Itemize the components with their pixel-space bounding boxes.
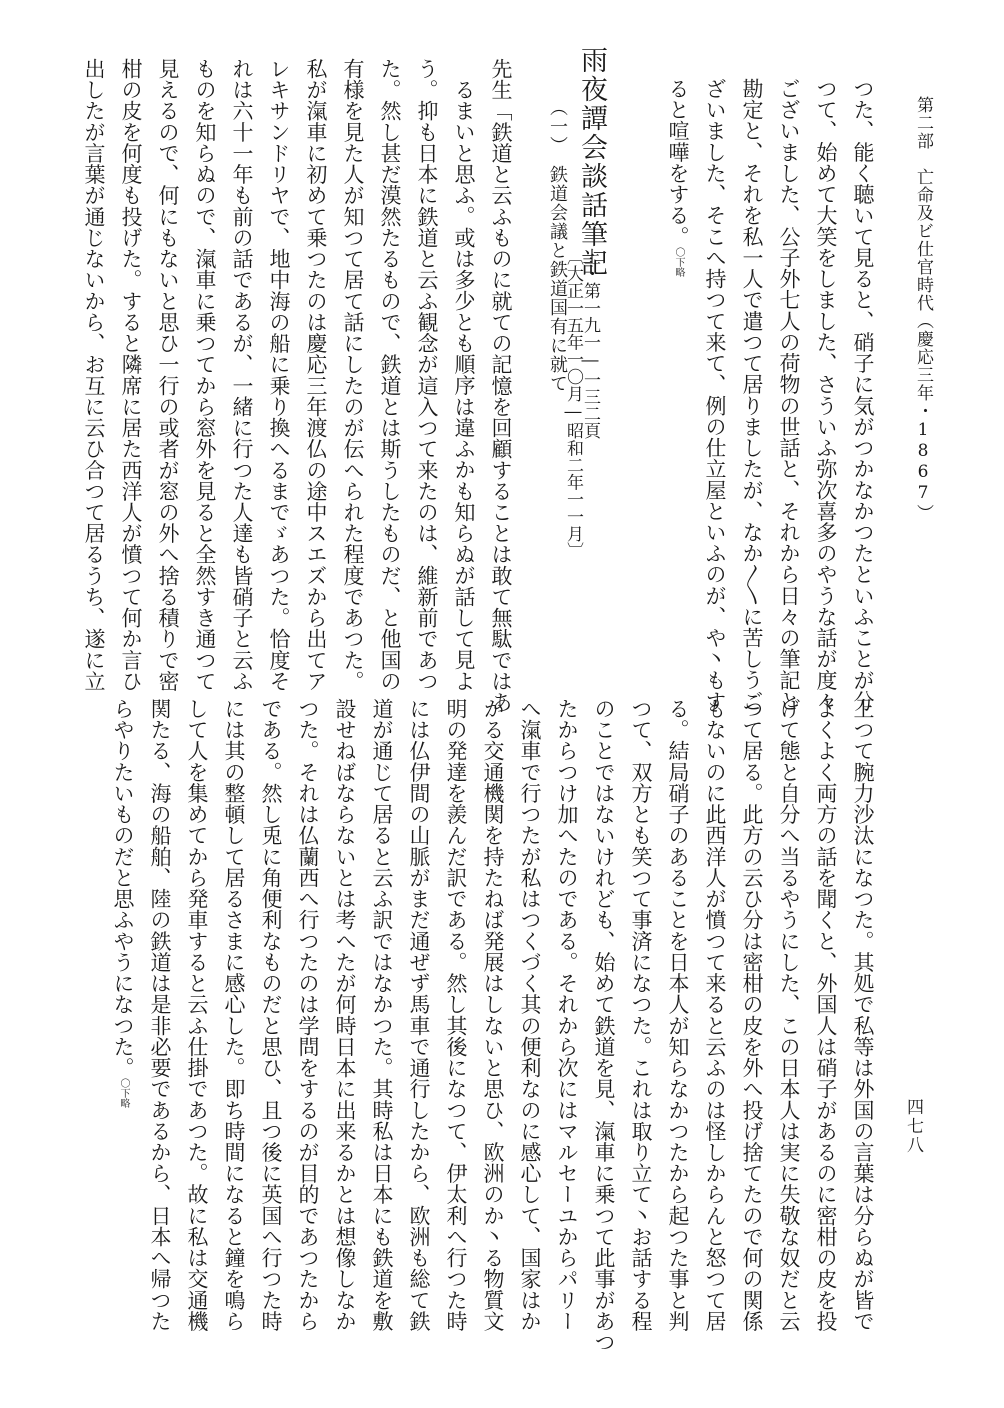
body-line-1: 先生「鉄道と云ふものに就ての記憶を回顧することは敢て無駄ではあ bbox=[489, 58, 513, 713]
body-bottom-line-15: 設せねばならないとは考へたが何時日本に出来るかとは想像しなか bbox=[333, 698, 357, 1332]
body-bottom-line-20: 関たる、海の船舶、陸の鉄道は是非必要であるから、日本へ帰つた bbox=[148, 698, 172, 1332]
citation-volume: 上・第一九一―一三二頁 bbox=[580, 248, 600, 440]
body-bottom-line-2: よくよく両方の話を聞くと、外国人は硝子があるのに密柑の皮を投 bbox=[814, 698, 838, 1332]
body-bottom-line-5: もないのに此西洋人が憤つて来ると云ふのは怪しからんと怒つて居 bbox=[703, 698, 727, 1332]
body-line-5: 有様を見た人が知つて居て話にしたのが伝へられた程度であつた。 bbox=[341, 58, 365, 692]
body-line-11: 柑の皮を何度も投げた。すると隣席に居た西洋人が憤つて何か言ひ bbox=[119, 58, 143, 692]
body-line-12: 出したが言葉が通じないから、お互に云ひ合つて居るうち、遂に立 bbox=[82, 58, 106, 692]
top-last-line: ると喧嘩をする。 bbox=[666, 78, 690, 247]
body-bottom-line-13: には仏伊間の山脈がまだ通ぜず馬車で通行したから、欧洲も総て鉄 bbox=[407, 698, 431, 1332]
top-text-line-3: ございました、公子外七人の荷物の世話と、それから日々の筆記と bbox=[777, 78, 801, 712]
citation-dates: 〔大正一五年一〇月―昭和二年一一月〕 bbox=[563, 248, 583, 560]
body-bottom-line-1: 上つて腕力沙汰になつた。其処で私等は外国の言葉は分らぬが皆で bbox=[851, 698, 875, 1332]
body-bottom-line-18: には其の整頓して居るさまに感心した。即ち時間になると鐘を鳴ら bbox=[222, 698, 246, 1332]
body-line-4: た。然し甚だ漠然たるもので、鉄道とは斯うしたものだ、と他国の bbox=[378, 58, 402, 692]
body-line-9: ものを知らぬので、滊車に乗つてから窓外を見ると全然すき通つて bbox=[193, 58, 217, 692]
body-bottom-line-3: げて態と自分へ当るやうにした、この日本人は実に失敬な奴だと云 bbox=[777, 698, 801, 1332]
top-text-line-5: ざいました、そこへ持つて来て、例の仕立屋といふのが、や丶もす bbox=[703, 78, 727, 712]
body-bottom-line-17: である。然し兎に角便利なものだと思ひ、且つ後に英国へ行つた時 bbox=[259, 698, 283, 1332]
body-bottom-line-4: つて居る。此方の云ひ分は密柑の皮を外へ投げ捨てたので何の関係 bbox=[740, 698, 764, 1332]
body-bottom-line-14: 道が通じて居ると云ふ訳ではなかつた。其時私は日本にも鉄道を敷 bbox=[370, 698, 394, 1332]
body-bottom-line-7: つて、双方とも笑つて事済になつた。これは取り立て丶お話する程 bbox=[629, 698, 653, 1332]
page-number: 四七八 bbox=[903, 1098, 923, 1155]
final-omission-note: 〇下略 bbox=[118, 1078, 129, 1109]
body-bottom-line-12: 明の発達を羨んだ訳である。然し其後になつて、伊太利へ行つた時 bbox=[444, 698, 468, 1332]
omission-note: 〇下略 bbox=[673, 246, 684, 278]
section-subtitle: （一） 鉄道会議と鉄道国有に就て bbox=[547, 98, 568, 393]
body-bottom-line-21 bbox=[112, 698, 133, 1109]
body-line-3: う。抑も日本に鉄道と云ふ観念が這入つて来たのは、維新前であつ bbox=[415, 58, 439, 692]
body-bottom-line-8: のことではないけれども、始めて鉄道を見、滊車に乗つて此事があつ bbox=[592, 698, 616, 1353]
body-bottom-line-10: へ滊車で行つたが私はつくづく其の便利なのに感心して、国家はか bbox=[518, 698, 542, 1332]
body-bottom-line-19: して人を集めてから発車すると云ふ仕掛であつた。故に私は交通機 bbox=[185, 698, 209, 1332]
final-line: らやりたいものだと思ふやうになつた。 bbox=[111, 698, 135, 1079]
body-bottom-line-16: つた。それは仏蘭西へ行つたのは学問をするのが目的であつたから bbox=[296, 698, 320, 1332]
body-line-10: 見えるので、何にもないと思ひ一行の或者が窓の外へ捨る積りで密 bbox=[156, 58, 180, 692]
top-text-line-6 bbox=[667, 78, 688, 277]
top-text-line-2: つて、始めて大笑をしました、さういふ弥次喜多のやうな話が度々 bbox=[814, 78, 838, 712]
body-line-6: 私が滊車に初めて乗つたのは慶応三年渡仏の途中スエズから出てア bbox=[304, 58, 328, 692]
top-text-line-1: つた、能く聴いて見ると、硝子に気がつかなかつたといふことが分 bbox=[851, 78, 875, 712]
body-line-7: レキサンドリヤで、地中海の船に乗り換へるまでゞあつた。恰度そ bbox=[267, 58, 291, 692]
body-line-8: れは六十一年も前の話であるが、一緒に行つた人達も皆硝子と云ふ bbox=[230, 58, 254, 692]
top-text-line-4: 勘定と、それを私一人で遣つて居りましたが、なか〳〵に苦しうご bbox=[740, 78, 764, 712]
body-bottom-line-6: る。結局硝子のあることを日本人が知らなかつたから起つた事と判 bbox=[666, 698, 690, 1332]
running-header: 第二部 亡命及ビ仕官時代（慶応三年・1867） bbox=[913, 96, 933, 522]
section-title: 雨夜譚会談話筆記 bbox=[576, 46, 607, 278]
body-bottom-line-11: かる交通機関を持たねば発展はしないと思ひ、欧洲のか丶る物質文 bbox=[481, 698, 505, 1332]
body-bottom-line-9: たからつけ加へたのである。それから次にはマルセーユからパリー bbox=[555, 698, 579, 1332]
body-line-2: るまいと思ふ。或は多少とも順序は違ふかも知らぬが話して見よ bbox=[452, 79, 476, 692]
